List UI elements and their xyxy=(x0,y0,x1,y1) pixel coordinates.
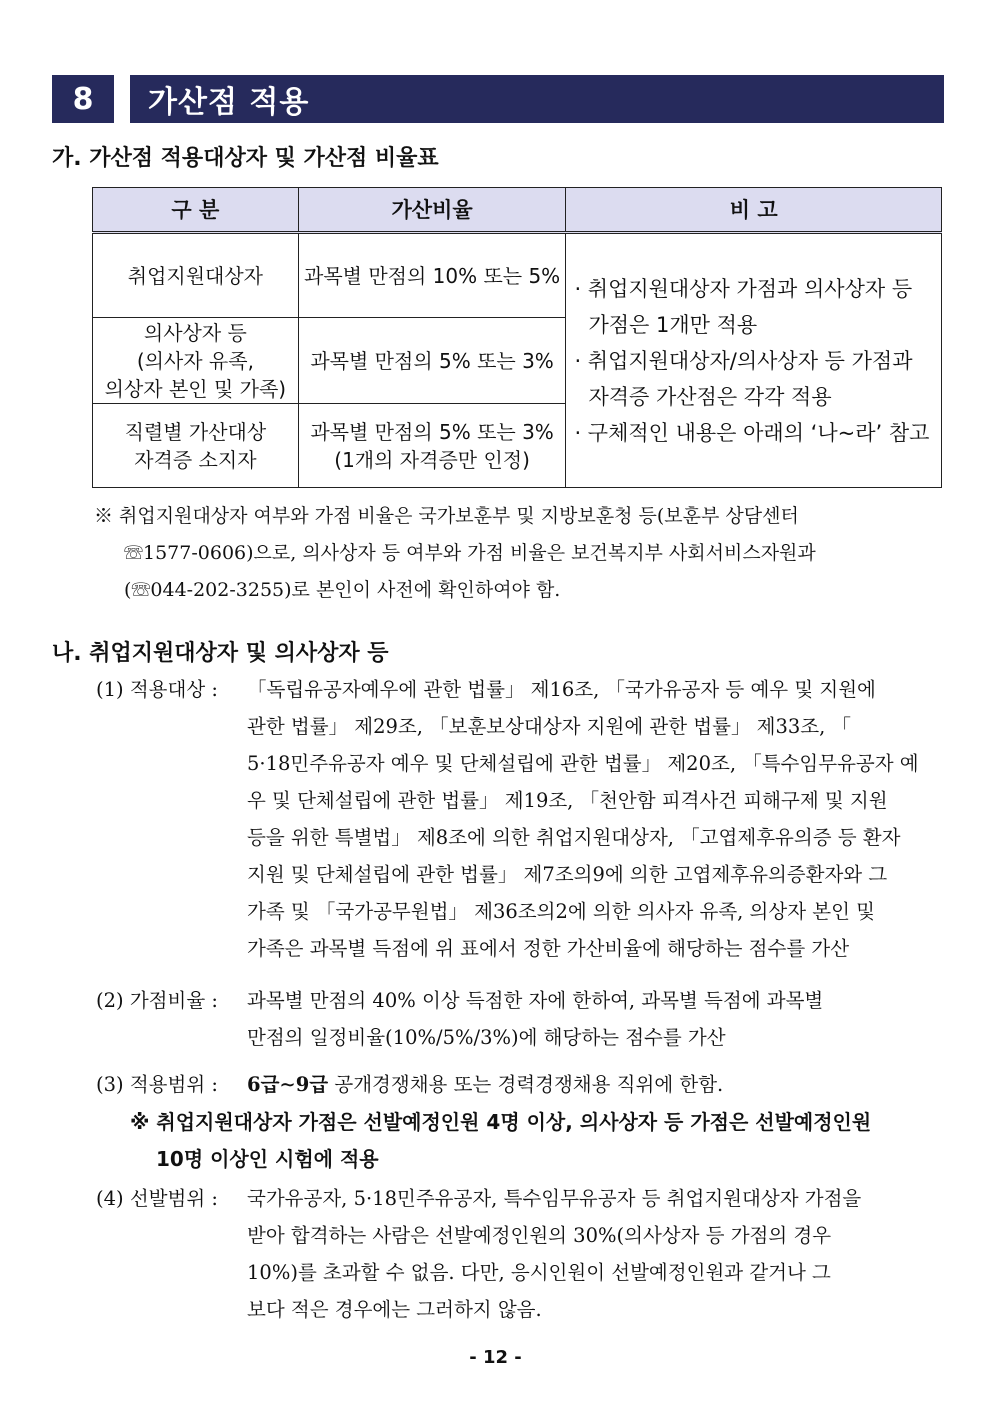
item-scope xyxy=(96,1066,942,1103)
section-header xyxy=(52,75,944,123)
section-title: 가산점 적용 xyxy=(130,75,944,123)
scope-note: ※ 취업지원대상자 가점은 선발예정인원 4명 이상, 의사상자 등 가점은 선발예정인원 10명 이상인 시험에 적용 xyxy=(130,1110,872,1171)
item-body: 6급∼9급 공개경쟁채용 또는 경력경쟁채용 직위에 한함. xyxy=(247,1073,724,1096)
item-bonus-ratio xyxy=(96,982,942,1056)
row2-category: 의사상자 등 (의사자 유족, 의상자 본인 및 가족) xyxy=(93,318,299,404)
remark-item: · 구체적인 내용은 아래의 ‘나~라’ 참고 xyxy=(574,420,930,445)
page-number: - 12 - xyxy=(469,1347,522,1368)
header-category: 구 분 xyxy=(93,188,299,233)
item-selection-limit xyxy=(96,1180,942,1328)
item-body: 국가유공자, 5·18민주유공자, 특수임무유공자 등 취업지원대상자 가점을 받아 합격하는 사람은 선발예정인원의 30%(의사상자 등 가점의 경우 10%)를 초과할 수 없음. 다만, 응시인원이 선발예정인원과 같거나 그 보다 적은 경우에는 그러하지 않음. xyxy=(247,1187,862,1321)
header-ratio: 가산비율 xyxy=(298,188,566,233)
bonus-ratio-table xyxy=(92,187,942,488)
row1-category: 취업지원대상자 xyxy=(93,233,299,318)
subheading-a: 가. 가산점 적용대상자 및 가산점 비율표 xyxy=(52,146,439,171)
item-body: 과목별 만점의 40% 이상 득점한 자에 한하여, 과목별 득점에 과목별 만점의 일정비율(10%/5%/3%)에 해당하는 점수를 가산 xyxy=(247,989,824,1049)
item-body: 「독립유공자예우에 관한 법률」 제16조, 「국가유공자 등 예우 및 지원에 관한 법률」 제29조, 「보훈보상대상자 지원에 관한 법률」 제33조, 「 5·18민주유공자 예우 및 단체설립에 관한 법률」 제20조, 「특수임무유공자 예 우 및 단체설립에 관한 법률」 제19조, 「천안함 피격사건 피해구제 및 지원 등을 위한 특별법」 제8조에 의한 취업지원대상자, 「고엽제후유의증 등 환자 지원 및 단체설립에 관한 법률」 제7조의9에 의한 고엽제후유의증환자와 그 가족 및 「국가공무원법」 제36조의2에 의한 의사자 유족, 의상자 본인 및 가족은 과목별 득점에 위 표에서 정한 가산비율에 해당하는 점수를 가산 xyxy=(247,678,919,960)
row1-ratio: 과목별 만점의 10% 또는 5% xyxy=(298,233,566,318)
remark-item: · 취업지원대상자/의사상자 등 가점과 자격증 가산점은 각각 적용 xyxy=(574,348,913,409)
section-number: 8 xyxy=(52,75,114,123)
row3-category: 직렬별 가산대상 자격증 소지자 xyxy=(93,404,299,488)
item-label: (3) 적용범위 : xyxy=(96,1073,218,1096)
item-label: (2) 가점비율 : xyxy=(96,989,218,1012)
remark-item: · 취업지원대상자 가점과 의사상자 등 가점은 1개만 적용 xyxy=(574,276,913,337)
item-label: (1) 적용대상 : xyxy=(96,678,218,701)
remarks-cell xyxy=(566,233,942,488)
header-remarks: 비 고 xyxy=(566,188,942,233)
item-applicability xyxy=(96,671,942,967)
subheading-b: 나. 취업지원대상자 및 의사상자 등 xyxy=(52,641,389,666)
item-label: (4) 선발범위 : xyxy=(96,1187,218,1210)
grade-range: 6급∼9급 xyxy=(247,1073,329,1096)
row2-ratio: 과목별 만점의 5% 또는 3% xyxy=(298,318,566,404)
row3-ratio: 과목별 만점의 5% 또는 3% (1개의 자격증만 인정) xyxy=(298,404,566,488)
table-footnote: ※ 취업지원대상자 여부와 가점 비율은 국가보훈부 및 지방보훈청 등(보훈부 상담센터 ☏1577-0606)으로, 의사상자 등 여부와 가점 비율은 보건복지부 사회서비스자원과 (☏044-202-3255)로 본인이 사전에 확인하여야 함. xyxy=(94,505,816,601)
